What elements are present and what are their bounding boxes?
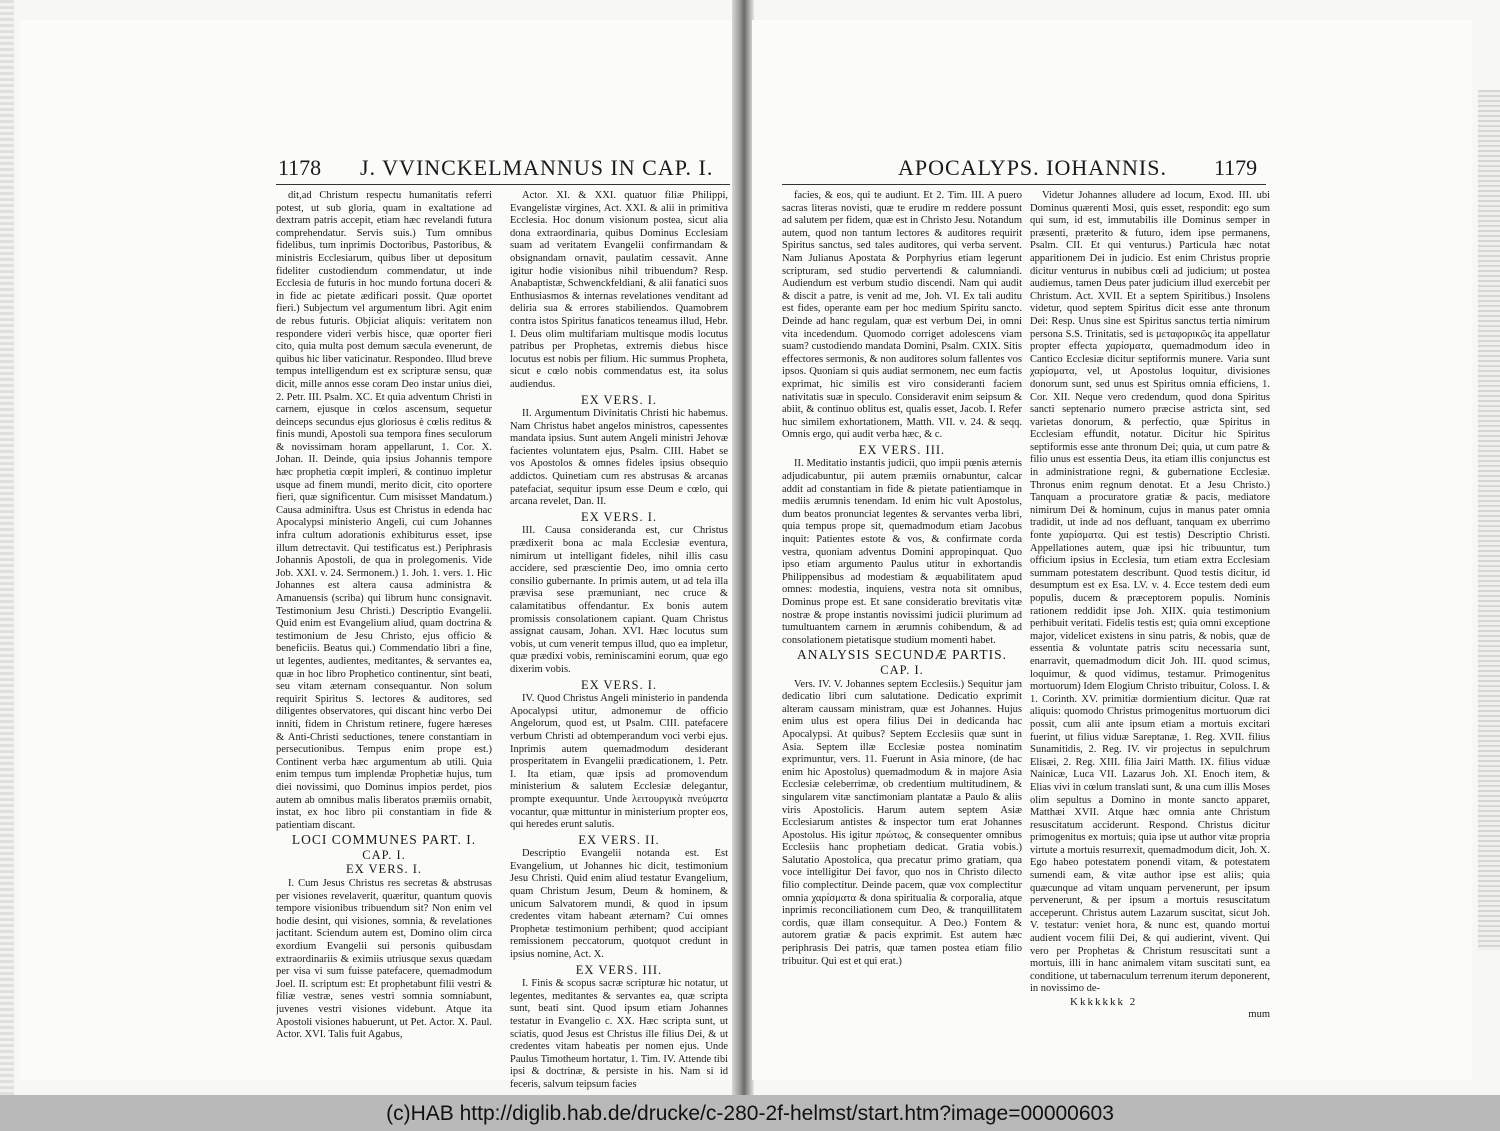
right-folio: 1179 xyxy=(1214,155,1258,180)
section-heading: ANALYSIS SECUNDÆ PARTIS. xyxy=(796,647,1007,663)
left-head-rule xyxy=(276,184,730,185)
paragraph: III. Causa consideranda est, cur Christus prædixerit bona ac mala Ecclesiæ eventura, nimirum ut intelligant fideles, nihil illis casu accidere, sed præscientie Deo, imo omnia certo consilio gubernante. In primis autem, ut ad tela illa prævisa sese præmuniant, nec cruce & calamitatibus offendantur. Ex bonis autem promissis consolationem capiant. Quam Christus assignat causam, Johan. XVI. Hæc locutus sum vobis, ut cum venerit tempus illud, quo ea impletur, quæ prædixi vobis, reminiscamini eorum, quæ ego dixerim vobis. xyxy=(510,525,728,675)
left-folio: 1178 xyxy=(278,155,322,180)
catchword: mum xyxy=(1248,1008,1270,1020)
paragraph: IV. Quod Christus Angeli ministerio in pandenda Apocalypsi utitur, admonemur de officio Angelorum, quod est, ut Psalm. CIII. patefacere verbum Christi ad obtemperandum voci verbi ejus. Inprimis autem quemadmodum desiderant prosperitatem in Evangelii prædicationem, 1. Petr. I. Ita etiam, quæ ipsis ad promovendum ministerium & salutem Ecclesiæ delegantur, prompte exequuntur. Unde λειτουργικὰ πνεύματα vocantur, quæ mittuntur in ministerium propter eos, qui heredes erunt salutis. xyxy=(510,693,728,831)
paragraph: Videtur Johannes alludere ad locum, Exod. III. ubi Dominus quærenti Mosi, quis esset, respondit: ego sum qui sum, id est, immutabilis ille Dominus semper in præsenti, præterito & futuro, idem ipse permanens, Psalm. CII. Et qui venturus.) Particula hæc notat apparitionem Dei in judicio. Est enim Christus proprie dicitur venturus in nubibus cœli ad judicium; ut postea audiemus, tamen Deus pater judicium illud exercebit per Christum. Act. XVII. Et a septem Spiritibus.) Insolens videtur, quod septem Spiritus dicit esse ante thronum Dei: Resp. Unus sine est Spiritus sanctus tertia nimirum persona S.S. Trinitatis, sed is μεταφορικῶς ita appellatur propter effecta χαρίσματα, quemadmodum ideo in Cantico Ecclesiæ dicitur septiformis munere. Varia sunt χαρίσματα, vel, ut Apostolus loquitur, divisiones donorum sunt, sed unus est Spiritus omnia efficiens, 1. Cor. XII. Neque vero credendum, quod dona Spiritus sancti septenario numero præcise astricta sint, sed varietas donorum, & perfectio, quæ Spiritus in Ecclesiam effundit, notatur. Dicitur hic Spiritus septiformis esse ante thronum Dei; quia, ut cum patre & filio unus est essentia Deus, ita etiam illis conjunctus est in administratione regni, & gubernatione Ecclesiæ. Thronus enim regnum denotat. Et a Jesu Christo.) Tanquam a procuratore gratiæ & pacis, mediatore nimirum Dei & hominum, cujus in manus pater omnia tradidit, ut inde ad nos defluant, tanquam ex uberrimo fonte χαρίσματα. Qui est testis) Descriptio Christi. Appellationes autem, quæ ipsi hic tribuuntur, tum officium ipsius in Ecclesia, tum etiam extra Ecclesiam summam potestatem describunt. Quod testis dicitur, id desumptum est ex Esa. LV. v. 4. Ecce testem dedi eum populis, ducem & præceptorem populis. Nominis rationem reddidit ipse Joh. XIIX. quia testimonium perhibuit veritati. Fidelis testis est; quia omni exceptione major, videlicet existens in sinu patris, & nobis, quæ de essentia & voluntate patris scitu necessaria sunt, enarravit, quemadmodum dicit Joh. III. quod scimus, loquimur, & quod vidimus, testamur. Primogenitus mortuorum) Idem Elogium Christo tribuitur, Coloss. I. & 1. Corinth. XV. primitiæ dormientium dicitur. Quæ rat aliquis: quomodo Christus primogenitus mortuorum dici possit, cum alii ante ipsum etiam a mortuis excitari fuerint, ut filius viduæ Sareptanæ, 1. Reg. XVII. filius Sunamitidis, 2. Reg. IV. vir projectus in sepulchrum Elisæi, 2. Reg. XIII. filia Jairi Matth. IX. filius viduæ Nainicæ, Luca VII. Lazarus Joh. XI. Enoch item, & Elias vivi in cœlum translati sunt, & una cum illis Moses olim sepultus a Domino in monte sancto apparet, Matthæi XVII. Atque hæc omnia ante Christum resuscitatum acciderunt. Respond. Christus dicitur primogenitus ex mortuis; quia ipse ut author vitæ propria virtute a mortuis resurrexit, quemadmodum dicit, Joh. X. Ego habeo potestatem ponendi vitam, & potestatem sumendi eam, & vitæ author ipse est aliis; quia quæcunque ad vitam unquam pervenerunt, per ipsum pervenerunt, & per ipsum a mortuis resuscitatum acceperunt. Christus autem Lazarum suscitat, sicut Joh. V. testatur: veniet hora, & nunc est, quando mortui audient vocem filii Dei, & qui audierint, vivent. Qui vero per Prophetas & Christum resuscitati sunt a mortuis, illi in hanc animalem vitam suscitati sunt, ea conditione, ut tabernaculum terrenum iterum deponerent, in novissimo de- xyxy=(1030,190,1270,995)
paragraph: Vers. IV. V. Johannes septem Ecclesiis.) Sequitur jam dedicatio libri cum salutatione. Dedicatio exprimit alteram caussam ministram, quæ est Johannes. Hujus enim ulus est opera filius Dei in dedicanda hac Apocalypsi. At quibus? Septem Ecclesiis quæ sunt in Asia. Septem illæ Ecclesiæ postea nominatim exprimuntur, vers. 11. Fuerunt in Asia minore, (de hac enim hic Apostolus) quemadmodum & in majore Asia Ecclesiæ celeberrimæ, ob credentium multitudinem, & singularem vitæ sanctimoniam plantatæ a Paulo & aliis viris Apostolicis. Harum autem septem Asiæ Ecclesiarum antistes & inspector tum erat Johannes Apostolus. His igitur πρώτως, & consequenter omnibus Ecclesiis hanc prophetiam dedicat. Gratia vobis.) Salutatio Apostolica, qua precatur primo gratiam, qua voce intelligitur Dei favor, quo nos in Christo dilecto filio complectitur. Deinde pacem, quæ vox complectitur omnia χαρίσματα & dona spiritualia & corporalia, atque inprimis reconciliationem cum Deo, & tranquillitatem cordis, quæ illam consequitur. A Deo.) Fontem & autorem gratiæ & pacis exprimit. Est autem hæc periphrasis Dei patris, quæ tamen postea etiam filio tribuitur. Qui est et qui erat.) xyxy=(782,678,1022,967)
paragraph: facies, & eos, qui te audiunt. Et 2. Tim. III. A puero sacras literas novisti, quæ te erudire m reddere possunt ad salutem per fidem, quæ est in Christo Jesu. Notandum autem, quod non tantum lectores & auditores requirit Spiritus sanctus, sed tales auditores, qui verba servent. Nam Julianus Apostata & Porphyrius etiam legerunt scripturam, sed studio pervertendi & calumniandi. Audiendum est verbum studio discendi. Nam qui audit & discit a patre, is venit ad me, Joh. VI. Ex tali auditu est fides, operante eam per hoc medium Spiritu sancto. Deinde ad hanc regulam, quæ est verbum Dei, in omni vita incedendum. Quomodo corriget adolescens viam suam? custodiendo mandata Domini, Psalm. CXIX. Sitis effectores sermonis, & non auditores solum fallentes vos ipsos. Quoniam si quis audiat sermonem, nec eum factis exprimat, hic similis est viro consideranti faciem nativitatis suæ in speculo. Consideravit enim seipsum & abiit, & continuo oblitus est, qualis esset, Jacob. I. Refer huc similem exhortationem, Matth. VII. v. 24. & seqq. Omnis ergo, qui audit verba hæc, & c. xyxy=(782,190,1022,441)
right-column-1 xyxy=(782,190,1022,1090)
section-heading: LOCI COMMUNES PART. I. xyxy=(291,832,477,848)
right-page xyxy=(752,20,1472,1080)
verse-heading: EX VERS. I. xyxy=(580,392,658,407)
verse-heading: EX VERS. III. xyxy=(858,442,946,457)
chapter-heading: CAP. I. xyxy=(362,847,406,862)
left-page xyxy=(20,20,732,1090)
paragraph: I. Finis & scopus sacræ scripturæ hic notatur, ut legentes, meditantes & servantes ea, quæ scripta sunt, beati sint. Quod ipsum etiam Johannes testatur in Evangelio c. XX. Hæc scripta sunt, ut sciatis, quod Jesus est Christus ille filius Dei, & ut credentes vitam habeatis per nomen ejus. Unde Paulus Timotheum hortatur, 1. Tim. IV. Attende tibi ipsi & doctrinæ, & persiste in his. Nam si id feceris, salvum teipsum facies xyxy=(510,978,728,1090)
credit-text: (c)HAB http://diglib.hab.de/drucke/c-280-2f-helmst/start.htm?image=00000603 xyxy=(386,1102,1114,1125)
right-head-rule xyxy=(782,184,1266,185)
paragraph: I. Cum Jesus Christus res secretas & abstrusas per visiones revelaverit, quæritur, quantum quovis tempore visionibus tribuendum sit? Non enim vel hodie desint, qui visiones, somnia, & revelationes jactitant. Sciendum autem est, Domino olim circa exordium Evangelii sui personis quibusdam extraordinariis & eximiis utriusque sexus quædam per visa vi sum fuisse patefacere, quemadmodum Joel. II. scriptum est: Et prophetabunt filii vestri & filiæ vestræ, senes vestri somnia somniabunt, juvenes vestri visiones videbunt. Atque ita Apostoli visiones habuerunt, ut Pet. Actor. X. Paul. Actor. XVI. Talis fuit Agabus, xyxy=(276,878,492,1041)
right-page-edge xyxy=(1478,90,1500,950)
signature-mark: Kkkkkkk 2 xyxy=(1070,996,1138,1008)
left-running-head: J. VVINCKELMANNUS IN CAP. I. xyxy=(360,155,714,180)
verse-heading: EX VERS. I. xyxy=(345,862,423,877)
paragraph: II. Meditatio instantis judicii, quo impii pœnis æternis adjudicabuntur, pii autem præmiis ornabuntur, calcar addit ad constantiam in fide & pietate patientiamque in mediis ærumnis tenendam. Id enim hic vult Apostolus, dum beatos pronunciat legentes & servantes verba libri, quia tempus prope sit, quemadmodum etiam Jacobus inquit: Patientes estote & vos, & confirmate corda vestra, quoniam adventus Domini appropinquat. Quo ipso etiam argumento Paulus utitur in exhortandis Philippensibus ad modestiam & æquabilitatem apud omnes: modestia, inquiens, vestra nota sit omnibus, Dominus prope est. Et sane consideratio brevitatis vitæ nostræ & prope instantis novissimi judicii plurimum ad tumultuantem carnem in ærumnis cohibendum, & ad consolationem pietatisque studium momenti habet. xyxy=(782,458,1022,646)
left-column-1 xyxy=(276,190,492,1090)
chapter-heading: CAP. I. xyxy=(880,662,924,677)
left-page-edge xyxy=(0,0,14,1095)
verse-heading: EX VERS. III. xyxy=(575,962,663,977)
paragraph: II. Argumentum Divinitatis Christi hic habemus. Nam Christus habet angelos ministros, capessentes mandata ipsius. Sunt autem Angeli ministri Jehovæ facientes voluntatem ejus, Psalm. CIII. Habet se vos Apostolos & omnes fideles ipsius obsequio addictos. Quinetiam cum res abstrusas & arcanas patefaciat, sequitur ipsum esse Deum e cœlo, qui arcana revelet, Dan. II. xyxy=(510,408,728,508)
verse-heading: EX VERS. II. xyxy=(578,832,660,847)
verse-heading: EX VERS. I. xyxy=(580,677,658,692)
left-column-2 xyxy=(510,190,728,1090)
paragraph: dit,ad Christum respectu humanitatis referri potest, ut sub gloria, quam in exaltatione ad dextram patris accepit, etiam hæc revelandi futura comprehendatur. Servis suis.) Tum omnibus fidelibus, tum inprimis Doctoribus, Pastoribus, & ministris Ecclesiarum, quibus liber ut depositum fideliter custodiendum commendatur, ut inde Ecclesia de futuris in hoc mundo fortuna doceri & in fide ac pietate ædificari possit. Quæ oportet fieri.) Subjectum vel argumentum libri. Agit enim de rebus futuris. Objiciat aliquis: veritatem non respondere videri verbis hisce, quæ oporter fieri cito, quia multa post demum sæcula evenerunt, de quibus hic liber vaticinatur. Respondeo. Illud breve tempus intelligendum est ex scripturæ sensu, quæ dicit, mille annos esse coram Deo instar unius diei, 2. Petr. III. Psalm. XC. Et quia adventum Christi in carnem, ejusque in cœlos ascensum, sequetur deinceps secundus ejus gloriosus è cœlis reditus & finis mundi, Apostoli sua tempora fines seculorum & novissimam horam appellarunt, 1. Cor. X. Johan. II. Deinde, quia ipsius Johannis tempore hæc prophetia cœpit impleri, & continuo impletur usque ad finem mundi, merito dicit, cito oportere fieri, quæ significentur. Cum misisset Mandatum.) Causa adminiftra. Usus est Christus in edenda hac Apocalypsi ministerio Angeli, cui cum Johannes infra cultum adorationis exhibiturus esset, ipse illum detrectavit. Qui testificatus est.) Periphrasis Johannis Apostoli, de qua in prolegomenis. Vide Job. XXI. v. 24. Sermonem.) 1. Joh. 1. vers. 1. Hic Johannes est altera causa administra & Amanuensis (scriba) qui librum hunc consignavit. Testimonium Jesu Christi.) Descriptio Evangelii. Quid enim est Evangelium aliud, quam doctrina & testimonium de Jesu Christo, ejus officio & beneficiis. Beatus qui.) Commendatio libri a fine, ut legentes, audientes, meditantes, & servantes ea, quæ in hoc libro Prophetico continentur, sint beati, seu vitam æternam consequantur. Non solum requirit Spiritus S. lectores & auditores, sed diligentes observatores, qui discant hinc verbo Dei inniti, fidem in Christum retinere, fugere hæreses & Anti-Christi seductiones, tenere constantiam in persecutionibus. Tempus enim prope est.) Continent verba hæc argumentum ab utili. Quia enim tempus tum implendæ Prophetiæ hujus, tum diei novissimi, quo Dominus impios perdet, pios autem ab omnibus malis liberatos præmiis ornabit, instat, ex hoc libro pii constantiam in fide & patientiam discant. xyxy=(276,190,492,831)
verse-heading: EX VERS. I. xyxy=(580,509,658,524)
paragraph: Actor. XI. & XXI. quatuor filiæ Philippi, Evangelistæ virgines, Act. XXI. & alii in primitiva Ecclesia. Hoc donum visionum postea, sicut alia dona extraordinaria, quibus Dominus Ecclesiam suam ad veritatem Evangelii confirmandam & obsignandam ornavit, paulatim cessavit. Anne igitur hodie visionibus nihil tribuendum? Resp. Anabaptistæ, Schwenckfeldiani, & alii fanatici suos Enthusiasmos & internas revelationes venditant ad deliria sua & errores stabiliendos. Quamobrem contra istos Spiritus fanaticos teneamus illud, Hebr. I. Deus olim multifariam multisque modis locutus patribus per Prophetas, extremis diebus hisce locutus est nobis per filium. Hic summus Propheta, sicut e cœlo nobis commendatus est, ita solus audiendus. xyxy=(510,190,728,390)
right-column-2 xyxy=(1030,190,1270,1090)
paragraph: Descriptio Evangelii notanda est. Est Evangelium, ut Johannes hic dicit, testimonium Jesu Christi. Quid enim aliud testatur Evangelium, quam Christum Jesum, Deum & hominem, & unicum Salvatorem mundi, & quod in ipsum credentes vitam habeant æternam? Cui omnes Prophetæ testimonium perhibent; quod accipiant remissionem peccatorum, quotquot credunt in ipsius nomine, Act. X. xyxy=(510,848,728,961)
book-gutter xyxy=(732,0,754,1095)
right-running-head: APOCALYPS. IOHANNIS. xyxy=(898,155,1167,180)
